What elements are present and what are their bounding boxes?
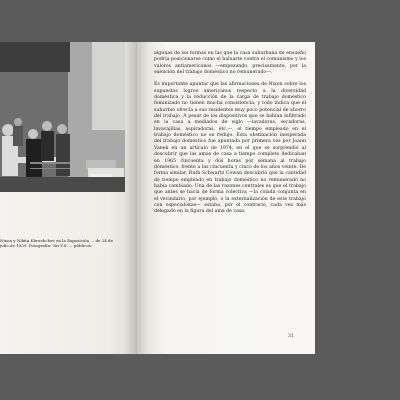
paragraph: Es importante apuntar que las afirmaciones de Nixon sobre los supuestos logros americanos respecto a la diversidad doméstica y la reducción de la carga de trabajo doméstico feminizado no tienen mucha consistencia, y todo indica que el suburbio ofrecía a sus residentes muy poco potencial de ahorro del trabajo. A pesar de los dispositivos que se habían infiltrado en la casa a mediados de siglo —lavadoras, secadoras, lavavajillas, aspiradoras, etc.—, el tiempo empleado en el trabajo doméstico no se redujo. Esta obstinación inesperada del trabajo doméstico fue apuntada por primera vez por Joann Vanek en un artículo de 1974, en el que se sorprendió al descubrir que las amas de casa a tiempo completo dedicaban en 1965 cincuenta y dos horas por semana al trabajo doméstico, frente a las cincuenta y cinco de los años veinte. De forma similar, Ruth Schwartz Cowan descubrió que la cantidad de tiempo empleado en trabajo doméstico no remunerado no había cambiado. Una de las razones centrales es que el trabajo que antes se hacía de forma colectiva —la colada conjunta en el vecindario, por ejemplo, o la externalización de este trabajo con especialistas— estaba, por el contrario, cada vez más delegado en la figura del ama de casa. [154,82,306,215]
page-number: 31 [288,334,294,339]
paragraph: algunas de las formas en las que la casa suburbana de ensueño podría posicionarse como el baluarte contra el comunismo y los valores antiamericanos —empezando, precisamente, por la exención del trabajo doméstico no remunerado—. [154,51,306,76]
right-page [137,42,315,354]
left-page [0,42,137,354]
book-spread [0,42,315,354]
photo-caption: Nixon y Nikita Khrushchev en la Exposición ... de 24 de julio de 1959. Fotografía: Tat Y.S. ... públicos. [0,238,113,249]
historical-photograph [0,42,125,192]
body-text [154,51,306,216]
